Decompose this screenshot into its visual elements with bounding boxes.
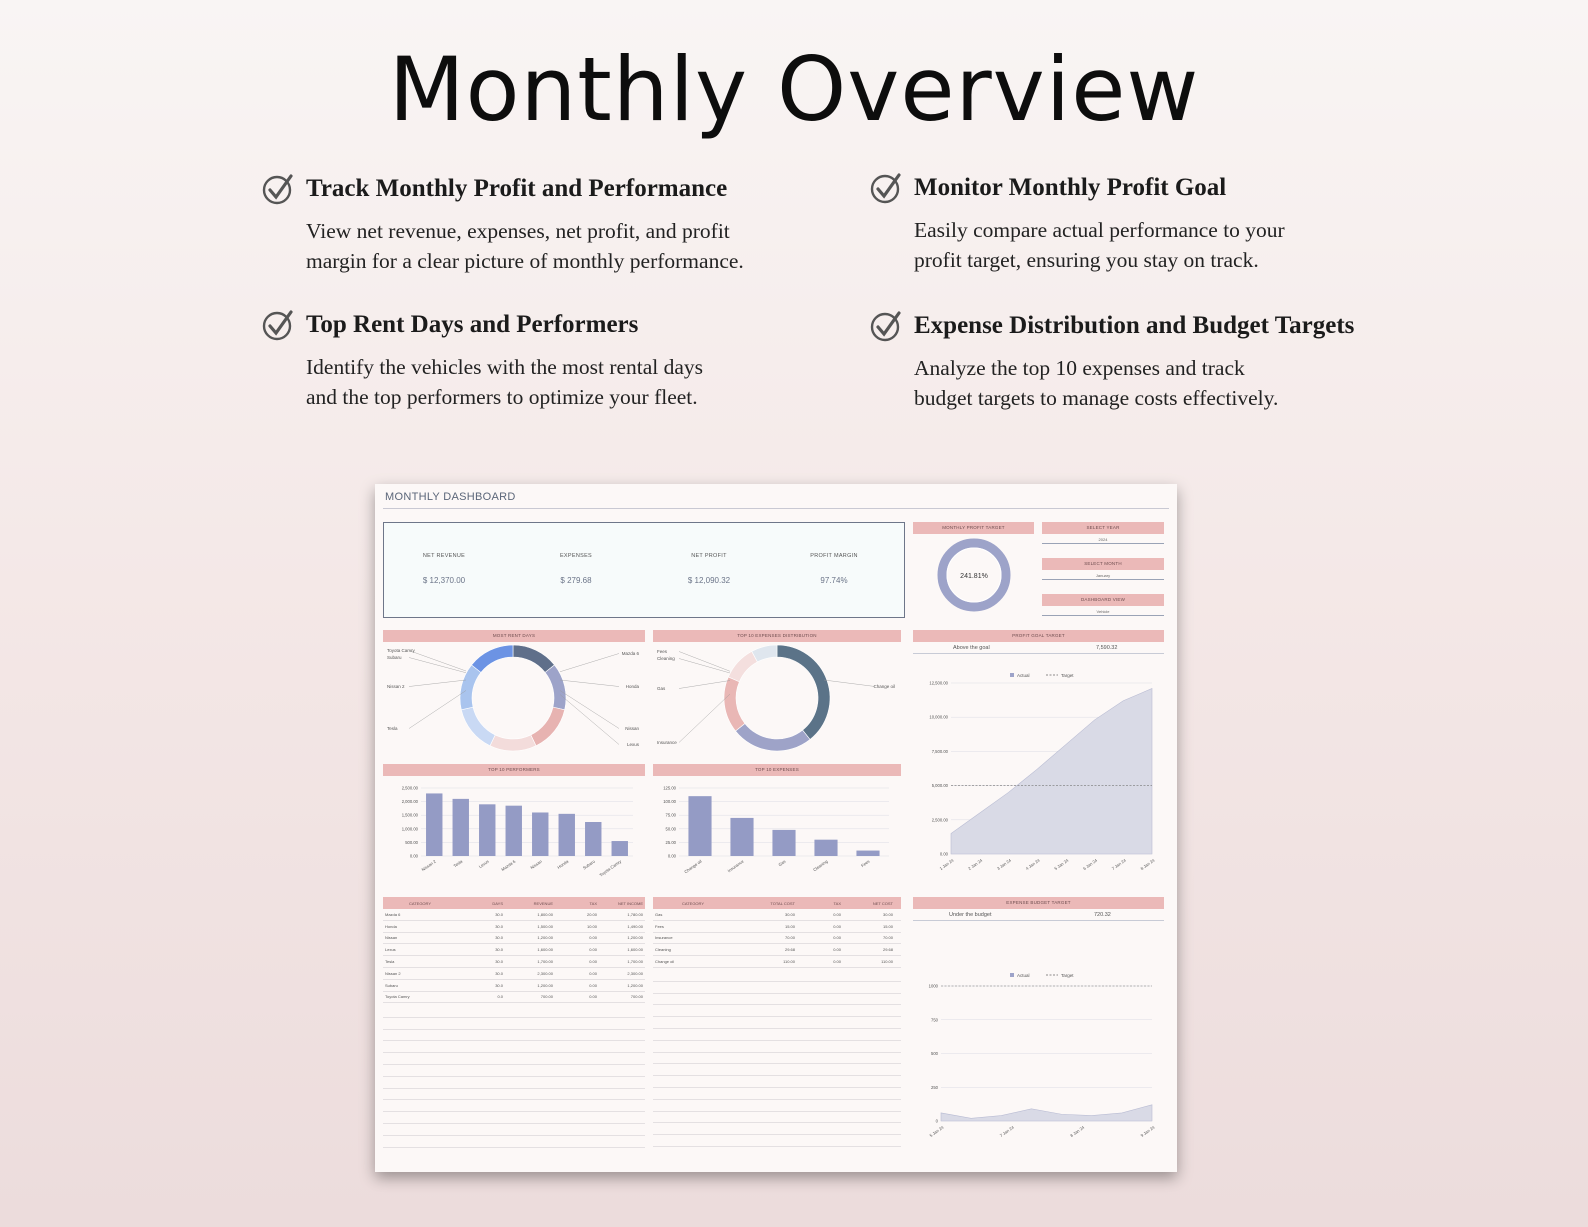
table-cell: 1,600.00 bbox=[537, 947, 553, 953]
table-cell: 0.0 bbox=[497, 994, 503, 1000]
y-tick-label: 500 bbox=[931, 1051, 938, 1056]
dashboard-view-header: DASHBOARD VIEW bbox=[1042, 594, 1164, 606]
bar bbox=[453, 799, 469, 856]
table-row bbox=[653, 944, 901, 956]
table-cell: 2,300.00 bbox=[537, 970, 553, 976]
table-cell: 1,200.00 bbox=[537, 935, 553, 941]
donut-leader-line bbox=[560, 695, 619, 745]
donut-slice bbox=[490, 735, 536, 751]
table-cell: 1,780.00 bbox=[627, 911, 643, 917]
bar bbox=[856, 851, 879, 856]
table-cell: 700.00 bbox=[630, 994, 643, 1000]
empty-table-row bbox=[653, 1005, 901, 1017]
table-cell: 110.00 bbox=[783, 959, 795, 965]
donut-leader-line bbox=[409, 658, 466, 673]
table-cell: 0.00 bbox=[589, 982, 597, 988]
donut-slice bbox=[531, 707, 565, 746]
donut-label: Honda bbox=[625, 684, 639, 689]
donut-leader-line bbox=[560, 691, 619, 729]
table-cell: 0.00 bbox=[589, 959, 597, 965]
x-tick-label: 7 Jan 24 bbox=[998, 1124, 1015, 1139]
select-year-header: SELECT YEAR bbox=[1042, 522, 1164, 534]
table-cell: 1,600.00 bbox=[627, 947, 643, 953]
donut-slice bbox=[777, 645, 830, 739]
table-cell: Honda bbox=[385, 923, 397, 929]
table-cell: 70.00 bbox=[784, 935, 795, 941]
feature-title: Track Monthly Profit and Performance bbox=[306, 175, 728, 202]
feature-description: Easily compare actual performance to your profit target, ensuring you stay on track. bbox=[914, 218, 1285, 272]
bar bbox=[559, 814, 575, 856]
most-rent-days-donut-chart bbox=[383, 644, 645, 760]
table-row bbox=[383, 956, 645, 968]
empty-table-row bbox=[383, 1018, 645, 1030]
table-cell: 10.00 bbox=[586, 923, 597, 929]
bar bbox=[506, 806, 522, 856]
y-tick-label: 2,000.00 bbox=[401, 799, 418, 805]
legend-label-target: Target bbox=[1061, 973, 1074, 978]
area-series-actual bbox=[951, 688, 1152, 854]
empty-table-row bbox=[653, 1029, 901, 1041]
donut-leader-line bbox=[409, 651, 466, 672]
checkmark-circle-icon bbox=[870, 171, 904, 205]
empty-table-row bbox=[383, 1100, 645, 1112]
empty-table-row bbox=[383, 1065, 645, 1077]
table-row bbox=[653, 921, 901, 933]
x-tick-label: 2 Jan 24 bbox=[967, 857, 984, 872]
legend-swatch-actual bbox=[1010, 673, 1014, 677]
budget-status-label: Under the budget bbox=[949, 912, 992, 918]
table-row bbox=[383, 909, 645, 921]
empty-table-row bbox=[653, 1041, 901, 1053]
table-cell: Nissan bbox=[385, 935, 398, 941]
kpi-net-profit: NET PROFIT $ 12,090.32 bbox=[687, 553, 731, 585]
table-cell: 15.00 bbox=[882, 923, 893, 929]
empty-table-row bbox=[383, 1041, 645, 1053]
profit-target-percent: 241.81% bbox=[960, 573, 988, 580]
dashboard-screenshot bbox=[375, 484, 1177, 1172]
y-tick-label: 75.00 bbox=[665, 812, 676, 818]
vehicle-table-header: CATEGORY DAYS REVENUE TAX NET INCOME bbox=[383, 897, 645, 909]
y-tick-label: 10,000.00 bbox=[929, 714, 948, 720]
most-rent-days-header: MOST RENT DAYS bbox=[383, 630, 645, 642]
bar bbox=[814, 840, 837, 856]
donut-label: Lexus bbox=[626, 742, 639, 747]
y-tick-label: 125.00 bbox=[663, 785, 676, 791]
table-cell: 30.0 bbox=[495, 970, 503, 976]
table-cell: 30.0 bbox=[495, 935, 503, 941]
donut-slice bbox=[724, 677, 745, 731]
y-tick-label: 0.00 bbox=[939, 851, 948, 857]
table-cell: Fees bbox=[655, 923, 664, 929]
table-cell: Subaru bbox=[385, 982, 398, 988]
donut-slice bbox=[736, 724, 810, 751]
donut-leader-line bbox=[560, 654, 619, 672]
legend-label-target: Target bbox=[1061, 673, 1074, 678]
table-cell: 1,200.00 bbox=[537, 982, 553, 988]
kpi-panel bbox=[383, 522, 905, 618]
dashboard-view-dropdown[interactable]: Vehicle bbox=[1042, 607, 1164, 616]
donut-label: Fees bbox=[657, 649, 668, 654]
select-year-dropdown[interactable]: 2024 bbox=[1042, 535, 1164, 544]
table-cell: Gas bbox=[655, 911, 663, 917]
vehicle-table bbox=[383, 897, 645, 1003]
donut-label: Tesla bbox=[387, 726, 398, 731]
empty-table-row bbox=[653, 982, 901, 994]
table-cell: 0.00 bbox=[833, 911, 841, 917]
feature-title: Monitor Monthly Profit Goal bbox=[914, 174, 1227, 201]
bar bbox=[612, 841, 628, 856]
table-cell: 1,700.00 bbox=[627, 959, 643, 965]
bar bbox=[772, 830, 795, 856]
table-cell: Toyota Camry bbox=[385, 994, 410, 1000]
table-cell: 30.00 bbox=[882, 911, 893, 917]
table-row bbox=[383, 933, 645, 945]
bar bbox=[426, 793, 442, 856]
donut-leader-line bbox=[679, 681, 730, 689]
table-cell: Tesla bbox=[385, 959, 395, 965]
kpi-profit-margin: PROFIT MARGIN 97.74% bbox=[810, 553, 858, 585]
y-tick-label: 7,500.00 bbox=[931, 748, 948, 754]
x-tick-label: 4 Jan 24 bbox=[1024, 857, 1041, 872]
table-cell: 0.00 bbox=[833, 935, 841, 941]
table-cell: 110.00 bbox=[881, 959, 893, 965]
table-cell: 29.68 bbox=[784, 947, 795, 953]
bar bbox=[585, 822, 601, 856]
profit-target-ring bbox=[935, 536, 1013, 614]
table-cell: 0.00 bbox=[833, 923, 841, 929]
x-tick-label: Insurance bbox=[726, 858, 745, 874]
table-cell: 29.68 bbox=[882, 947, 893, 953]
table-cell: 1,500.00 bbox=[537, 923, 553, 929]
empty-table-row bbox=[653, 1123, 901, 1135]
kpi-net-revenue: NET REVENUE $ 12,370.00 bbox=[422, 553, 466, 585]
donut-label: Toyota Camry bbox=[387, 648, 415, 653]
expense-budget-header: EXPENSE BUDGET TARGET bbox=[913, 897, 1164, 909]
table-cell: 15.00 bbox=[784, 923, 795, 929]
profit-goal-status-value: 7,590.32 bbox=[1096, 645, 1118, 651]
table-cell: Nissan 2 bbox=[385, 970, 401, 976]
bar bbox=[688, 796, 711, 856]
x-tick-label: 8 Jan 24 bbox=[1139, 857, 1156, 872]
donut-leader-line bbox=[824, 680, 875, 687]
profit-goal-status-label: Above the goal bbox=[953, 645, 990, 651]
expense-distribution-donut-chart bbox=[653, 644, 901, 760]
feature-description: Analyze the top 10 expenses and track budget targets to manage costs effectively. bbox=[914, 356, 1279, 410]
profit-goal-header: PROFIT GOAL TARGET bbox=[913, 630, 1164, 642]
y-tick-label: 250 bbox=[931, 1084, 938, 1090]
table-cell: 70.00 bbox=[882, 935, 893, 941]
y-tick-label: 0.00 bbox=[409, 853, 418, 859]
x-tick-label: Subaru bbox=[581, 858, 596, 871]
empty-table-row bbox=[383, 1136, 645, 1148]
y-tick-label: 100.00 bbox=[663, 799, 676, 805]
empty-table-row bbox=[383, 1006, 645, 1018]
x-tick-label: 5 Jan 24 bbox=[928, 1124, 945, 1139]
legend-swatch-actual bbox=[1010, 973, 1014, 977]
expense-budget-area-chart bbox=[913, 926, 1164, 1156]
y-tick-label: 2,500.00 bbox=[401, 785, 418, 791]
donut-slice bbox=[513, 645, 554, 672]
donut-leader-line bbox=[409, 691, 466, 729]
y-tick-label: 12,500.00 bbox=[929, 680, 948, 686]
empty-table-row bbox=[383, 1124, 645, 1136]
empty-table-row bbox=[653, 1076, 901, 1088]
y-tick-label: 50.00 bbox=[665, 826, 676, 832]
donut-leader-line bbox=[679, 659, 730, 674]
x-tick-label: 9 Jan 24 bbox=[1139, 1124, 1156, 1139]
table-cell: Lexus bbox=[385, 947, 396, 953]
x-tick-label: Nissan 2 bbox=[420, 858, 437, 873]
x-tick-label: Lexus bbox=[477, 858, 490, 870]
empty-table-row bbox=[383, 1030, 645, 1042]
donut-label: Change oil bbox=[873, 684, 895, 689]
expense-table bbox=[653, 897, 901, 968]
y-tick-label: 1000 bbox=[928, 983, 938, 989]
expense-table-header: CATEGORY TOTAL COST TAX NET COST bbox=[653, 897, 901, 909]
select-month-header: SELECT MONTH bbox=[1042, 558, 1164, 570]
empty-table-row bbox=[383, 1112, 645, 1124]
feature-description: View net revenue, expenses, net profit, and profit margin for a clear picture of monthly performance. bbox=[306, 219, 744, 273]
table-cell: 700.00 bbox=[540, 994, 553, 1000]
checkmark-circle-icon bbox=[870, 309, 904, 343]
empty-table-row bbox=[383, 1077, 645, 1089]
x-tick-label: Tesla bbox=[452, 858, 464, 869]
x-tick-label: Gas bbox=[777, 858, 787, 868]
table-cell: 1,200.00 bbox=[627, 982, 643, 988]
donut-slice bbox=[545, 665, 566, 710]
donut-label: Insurance bbox=[657, 740, 677, 745]
empty-table-row bbox=[653, 970, 901, 982]
empty-table-row bbox=[383, 1089, 645, 1101]
donut-leader-line bbox=[560, 680, 619, 687]
bar bbox=[730, 818, 753, 856]
profit-target-header: MONTHLY PROFIT TARGET bbox=[913, 522, 1034, 534]
y-tick-label: 0.00 bbox=[667, 853, 676, 859]
y-tick-label: 1,000.00 bbox=[401, 826, 418, 832]
y-tick-label: 1,500.00 bbox=[401, 812, 418, 818]
top-performers-header: TOP 10 PERFORMERS bbox=[383, 764, 645, 776]
donut-label: Mazda 6 bbox=[621, 651, 639, 656]
table-cell: 1,800.00 bbox=[537, 911, 553, 917]
table-cell: 30.00 bbox=[784, 911, 795, 917]
empty-table-row bbox=[653, 1053, 901, 1065]
table-row bbox=[653, 933, 901, 945]
empty-table-row bbox=[653, 1135, 901, 1147]
table-cell: 0.00 bbox=[589, 970, 597, 976]
top-expenses-bar-chart bbox=[653, 778, 901, 888]
table-cell: Insurance bbox=[655, 935, 673, 941]
table-cell: 0.00 bbox=[833, 959, 841, 965]
table-cell: Mazda 6 bbox=[385, 911, 401, 917]
y-tick-label: 5,000.00 bbox=[931, 783, 948, 789]
empty-table-row bbox=[653, 1112, 901, 1124]
donut-label: Nissan 2 bbox=[387, 684, 405, 689]
dashboard-title: MONTHLY DASHBOARD bbox=[385, 491, 516, 503]
table-row bbox=[383, 921, 645, 933]
table-cell: 0.00 bbox=[589, 947, 597, 953]
table-row bbox=[383, 980, 645, 992]
x-tick-label: 6 Jan 24 bbox=[1082, 857, 1099, 872]
donut-slice bbox=[460, 665, 481, 710]
donut-slice bbox=[461, 707, 495, 746]
bar bbox=[532, 812, 548, 856]
donut-leader-line bbox=[679, 652, 730, 672]
feature-rent-days bbox=[262, 308, 782, 412]
table-cell: 1,200.00 bbox=[627, 935, 643, 941]
x-tick-label: 7 Jan 24 bbox=[1110, 857, 1127, 872]
feature-title: Expense Distribution and Budget Targets bbox=[914, 312, 1355, 339]
table-cell: 20.00 bbox=[586, 911, 597, 917]
table-cell: 0.00 bbox=[589, 935, 597, 941]
top-expenses-header: TOP 10 EXPENSES bbox=[653, 764, 901, 776]
table-cell: 30.0 bbox=[495, 923, 503, 929]
table-cell: Change oil bbox=[655, 959, 675, 965]
y-tick-label: 2,500.00 bbox=[931, 817, 948, 823]
checkmark-circle-icon bbox=[262, 308, 296, 342]
table-cell: 0.00 bbox=[589, 994, 597, 1000]
x-tick-label: 3 Jan 24 bbox=[995, 857, 1013, 872]
table-row bbox=[383, 968, 645, 980]
legend-label-actual: Actual bbox=[1017, 973, 1030, 978]
x-tick-label: 5 Jan 24 bbox=[1053, 857, 1070, 872]
table-cell: 30.0 bbox=[495, 911, 503, 917]
x-tick-label: Honda bbox=[556, 858, 570, 870]
x-tick-label: Nissan bbox=[529, 858, 543, 871]
empty-table-row bbox=[653, 994, 901, 1006]
x-tick-label: Mazda 6 bbox=[500, 858, 517, 873]
top-performers-bar-chart bbox=[383, 778, 645, 888]
bar bbox=[479, 804, 495, 856]
empty-table-row bbox=[383, 1053, 645, 1065]
empty-table-row bbox=[653, 1088, 901, 1100]
feature-profit-goal bbox=[870, 171, 1390, 275]
select-month-dropdown[interactable]: January bbox=[1042, 571, 1164, 580]
y-tick-label: 0 bbox=[935, 1118, 938, 1124]
donut-label: Nissan bbox=[625, 726, 639, 731]
table-cell: 30.0 bbox=[495, 982, 503, 988]
y-tick-label: 750 bbox=[931, 1017, 938, 1023]
table-cell: 0.00 bbox=[833, 947, 841, 953]
expense-distribution-header: TOP 10 EXPENSES DISTRIBUTION bbox=[653, 630, 901, 642]
empty-table-row bbox=[653, 1017, 901, 1029]
donut-slice bbox=[728, 651, 757, 681]
budget-status-value: 720.32 bbox=[1094, 912, 1111, 918]
y-tick-label: 500.00 bbox=[405, 839, 418, 845]
x-tick-label: 1 Jan 24 bbox=[938, 857, 955, 872]
table-cell: 1,700.00 bbox=[537, 959, 553, 965]
x-tick-label: 8 Jan 24 bbox=[1069, 1124, 1086, 1139]
x-tick-label: Fees bbox=[860, 858, 871, 869]
feature-description: Identify the vehicles with the most rental days and the top performers to optimize your fleet. bbox=[306, 355, 704, 409]
legend-label-actual: Actual bbox=[1017, 673, 1030, 678]
profit-goal-area-chart bbox=[913, 659, 1164, 884]
area-series-actual bbox=[941, 1105, 1152, 1121]
table-cell: 30.0 bbox=[495, 959, 503, 965]
donut-label: Cleaning bbox=[657, 656, 675, 661]
table-row bbox=[383, 992, 645, 1004]
empty-table-row bbox=[653, 1064, 901, 1076]
table-cell: 30.0 bbox=[495, 947, 503, 953]
donut-label: Subaru bbox=[387, 655, 402, 660]
donut-label: Gas bbox=[657, 686, 666, 691]
y-tick-label: 25.00 bbox=[665, 839, 676, 845]
donut-slice bbox=[472, 645, 513, 672]
table-row bbox=[383, 944, 645, 956]
empty-table-row bbox=[653, 1100, 901, 1112]
x-tick-label: Change oil bbox=[683, 858, 703, 875]
table-cell: 1,490.00 bbox=[627, 923, 643, 929]
x-tick-label: Cleaning bbox=[812, 858, 829, 873]
table-cell: Cleaning bbox=[655, 947, 671, 953]
donut-leader-line bbox=[679, 694, 730, 743]
table-cell: 2,300.00 bbox=[627, 970, 643, 976]
page-title: Monthly Overview bbox=[388, 38, 1200, 141]
x-tick-label: Toyota Camry bbox=[598, 858, 623, 878]
donut-leader-line bbox=[409, 680, 466, 687]
table-row bbox=[653, 956, 901, 968]
kpi-expenses: EXPENSES $ 279.68 bbox=[559, 553, 593, 585]
feature-track-profit bbox=[262, 172, 782, 276]
feature-expense-budget bbox=[870, 309, 1430, 413]
feature-title: Top Rent Days and Performers bbox=[306, 311, 639, 338]
table-row bbox=[653, 909, 901, 921]
checkmark-circle-icon bbox=[262, 172, 296, 206]
